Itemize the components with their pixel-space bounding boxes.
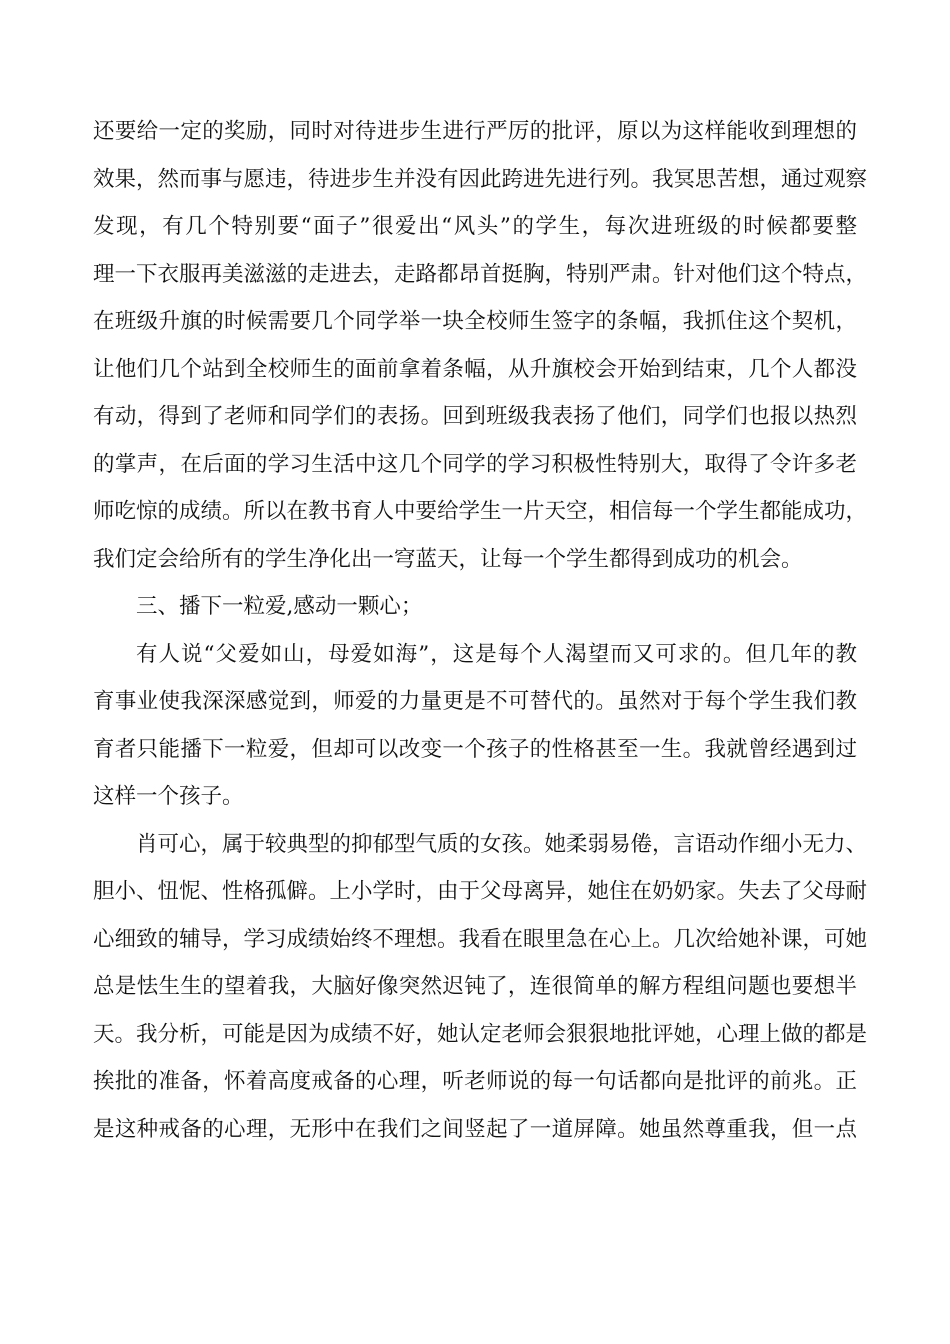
text-line: 三、播下一粒爱,感动一颗心；: [136, 594, 423, 619]
text-line: 在班级升旗的时候需要几个同学举一块全校师生签字的条幅，我抓住这个契机，: [93, 309, 857, 334]
text-line: 心细致的辅导，学习成绩始终不理想。我看在眼里急在心上。几次给她补课，可她: [93, 926, 868, 952]
text-line: 总是怯生生的望着我，大脑好像突然迟钝了，连很简单的解方程组问题也要想半: [93, 974, 857, 999]
text-line: 我们定会给所有的学生净化出一穹蓝天，让每一个学生都得到成功的机会。: [93, 546, 803, 572]
text-line: 肖可心，属于较典型的抑郁型气质的女孩。她柔弱易倦，言语动作细小无力、: [136, 831, 868, 857]
text-line: 发现，有几个特别要“面子”很爱出“风头”的学生，每次进班级的时候都要整: [93, 214, 857, 239]
text-line: 师吃惊的成绩。所以在教书育人中要给学生一片天空，相信每一个学生都能成功，: [93, 499, 868, 524]
text-line: 育者只能播下一粒爱，但却可以改变一个孩子的性格甚至一生。我就曾经遇到过: [93, 736, 857, 762]
text-line: 胆小、忸怩、性格孤僻。上小学时，由于父母离异，她住在奶奶家。失去了父母耐: [93, 879, 868, 904]
text-line: 天。我分析，可能是因为成绩不好，她认定老师会狠狠地批评她，心理上做的都是: [93, 1021, 868, 1047]
text-line: 这样一个孩子。: [93, 784, 244, 809]
text-line: 的掌声，在后面的学习生活中这几个同学的学习积极性特别大，取得了令许多老: [93, 451, 857, 477]
text-line: 让他们几个站到全校师生的面前拿着条幅，从升旗校会开始到结束，几个人都没: [93, 356, 857, 382]
text-line: 理一下衣服再美滋滋的走进去，走路都昂首挺胸，特别严肃。针对他们这个特点，: [93, 261, 868, 287]
text-line: 有人说“父爱如山，母爱如海”，这是每个人渴望而又可求的。但几年的教: [136, 641, 857, 667]
text-line: 育事业使我深深感觉到，师爱的力量更是不可替代的。虽然对于每个学生我们教: [93, 689, 857, 714]
text-line: 挨批的准备，怀着高度戒备的心理，听老师说的每一句话都向是批评的前兆。正: [93, 1069, 857, 1094]
text-line: 还要给一定的奖励，同时对待进步生进行严厉的批评，原以为这样能收到理想的: [93, 119, 857, 144]
document-page: [93, 112, 868, 1157]
text-line: 有动，得到了老师和同学们的表扬。回到班级我表扬了他们，同学们也报以热烈: [93, 404, 857, 429]
text-line: 效果，然而事与愿违，待进步生并没有因此跨进先进行列。我冥思苦想，通过观察: [93, 166, 868, 192]
text-line: 是这种戒备的心理，无形中在我们之间竖起了一道屏障。她虽然尊重我，但一点: [93, 1116, 857, 1142]
